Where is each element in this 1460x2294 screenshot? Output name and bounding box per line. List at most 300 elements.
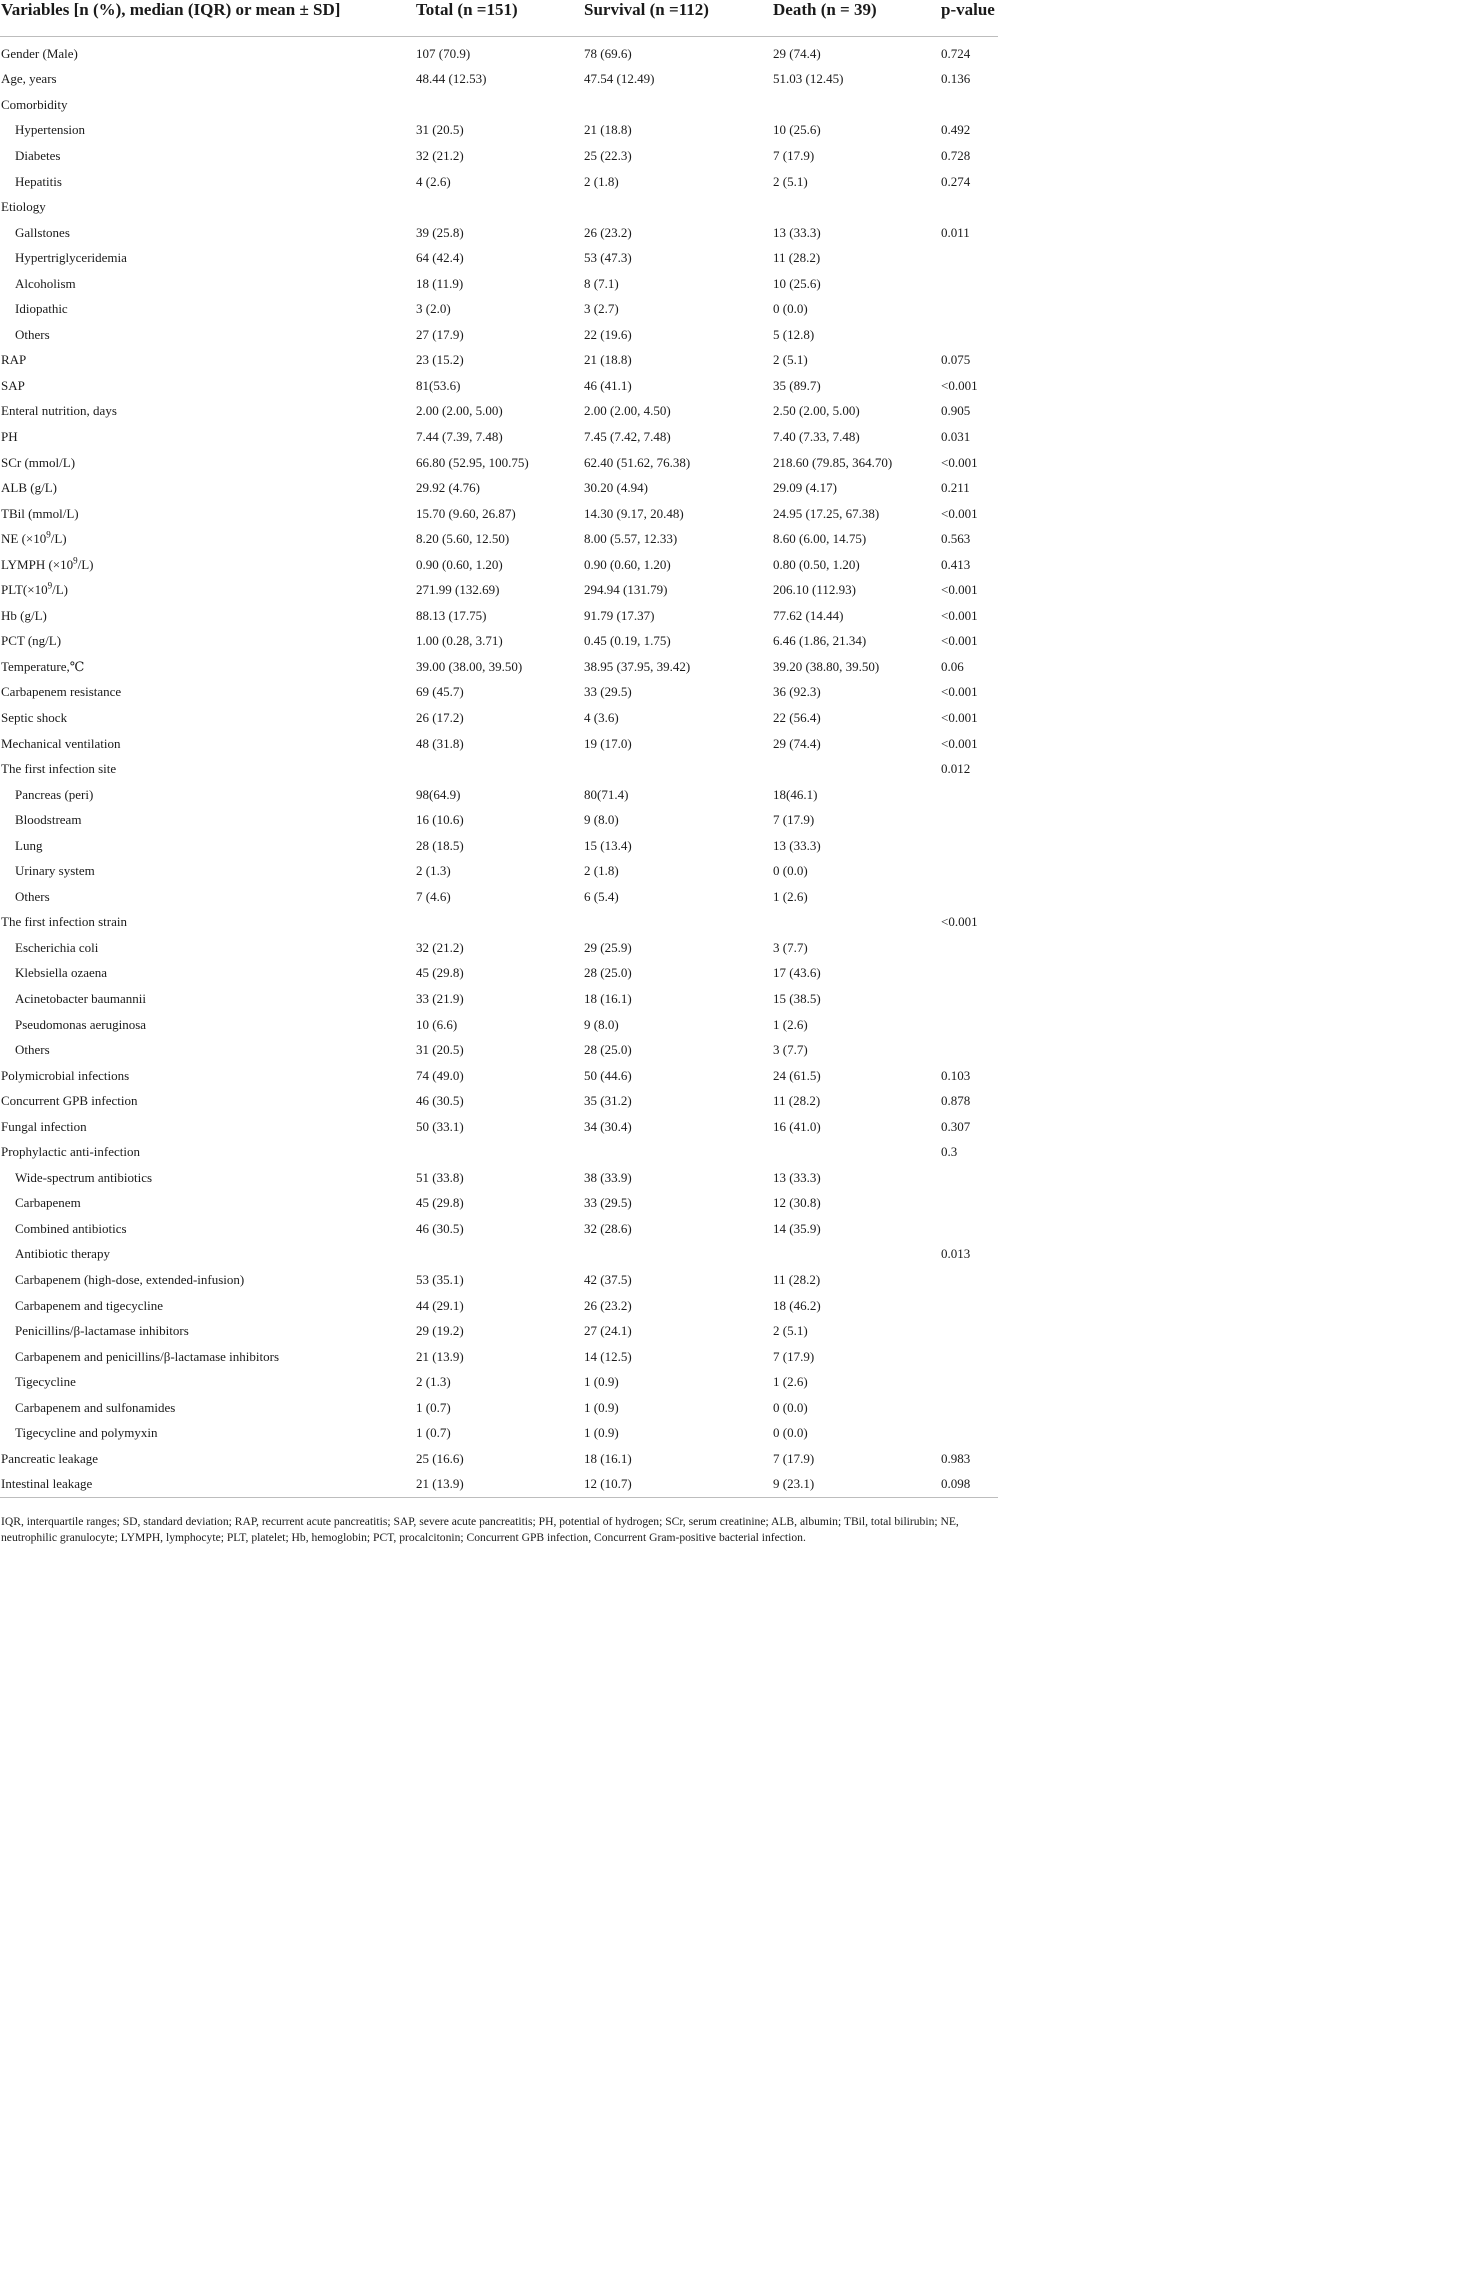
cell-p-value: <0.001 — [941, 684, 978, 700]
table-row — [0, 526, 998, 552]
cell-total: 1 (0.7) — [416, 1399, 451, 1415]
cell-total: 69 (45.7) — [416, 684, 464, 700]
cell-total — [416, 756, 584, 782]
cell-variable: ALB (g/L) — [1, 480, 57, 496]
cell-death: 16 (41.0) — [773, 1118, 821, 1134]
variable-superscript: 9 — [73, 555, 78, 566]
cell-death: 0 (0.0) — [773, 301, 808, 317]
cell-p-value — [941, 1216, 998, 1242]
cell-p-value — [941, 271, 998, 297]
cell-variable: Penicillins/β-lactamase inhibitors — [15, 1323, 189, 1339]
cell-variable: Concurrent GPB infection — [1, 1093, 138, 1109]
cell-variable: SAP — [1, 377, 25, 393]
cell-total: 8.20 (5.60, 12.50) — [416, 531, 510, 547]
cell-total: 98(64.9) — [416, 786, 461, 802]
cell-p-value: 0.492 — [941, 122, 971, 138]
cell-death: 12 (30.8) — [773, 1195, 821, 1211]
cell-p-value: <0.001 — [941, 735, 978, 751]
cell-survival: 0.45 (0.19, 1.75) — [584, 633, 671, 649]
cell-survival: 91.79 (17.37) — [584, 607, 655, 623]
cell-death: 218.60 (79.85, 364.70) — [773, 454, 893, 470]
cell-survival: 2 (1.8) — [584, 173, 619, 189]
cell-survival: 14 (12.5) — [584, 1348, 632, 1364]
cell-total: 3 (2.0) — [416, 301, 451, 317]
cell-p-value — [941, 782, 998, 808]
cell-variable: Klebsiella ozaena — [15, 965, 108, 981]
cell-variable: Carbapenem and tigecycline — [15, 1297, 163, 1313]
table-row — [0, 1063, 998, 1089]
cell-total: 31 (20.5) — [416, 122, 464, 138]
variable-unit-suffix: /L) — [52, 582, 68, 598]
cell-variable: Combined antibiotics — [15, 1220, 127, 1236]
cell-variable: Carbapenem — [15, 1195, 81, 1211]
cell-p-value — [941, 859, 998, 885]
cell-death: 11 (28.2) — [773, 1272, 821, 1288]
cell-death: 29.09 (4.17) — [773, 480, 837, 496]
cell-p-value — [941, 1165, 998, 1191]
cell-total — [416, 1242, 584, 1268]
cell-variable: Hypertriglyceridemia — [15, 250, 127, 266]
cell-p-value — [941, 884, 998, 910]
cell-variable: Others — [15, 888, 50, 904]
cell-p-value: 0.06 — [941, 658, 964, 674]
cell-p-value: 0.3 — [941, 1144, 958, 1160]
table-row — [0, 1472, 998, 1498]
cell-variable: Septic shock — [1, 709, 68, 725]
cell-total: 28 (18.5) — [416, 837, 464, 853]
cell-survival: 7.45 (7.42, 7.48) — [584, 428, 671, 444]
cell-survival — [584, 92, 773, 118]
cell-survival — [584, 910, 773, 936]
cell-survival: 14.30 (9.17, 20.48) — [584, 505, 684, 521]
cell-variable: Tigecycline and polymyxin — [15, 1425, 158, 1441]
cell-survival: 18 (16.1) — [584, 991, 632, 1006]
variable-superscript: 9 — [47, 580, 53, 591]
cell-p-value: 0.724 — [941, 45, 971, 61]
cell-total: 23 (15.2) — [416, 352, 464, 368]
cell-death — [773, 1140, 941, 1166]
cell-p-value — [941, 1267, 998, 1293]
cell-survival: 2 (1.8) — [584, 863, 619, 879]
table-document — [0, 0, 998, 1546]
cell-p-value — [941, 1293, 998, 1319]
cell-p-value — [941, 92, 998, 118]
cell-variable: PH — [1, 428, 18, 444]
cell-variable: Acinetobacter baumannii — [15, 991, 147, 1006]
cell-total: 45 (29.8) — [416, 965, 464, 981]
cell-death — [773, 1242, 941, 1268]
cell-survival: 29 (25.9) — [584, 939, 632, 955]
cell-total: 33 (21.9) — [416, 991, 464, 1006]
cell-p-value: 0.905 — [941, 403, 971, 419]
cell-survival: 4 (3.6) — [584, 709, 619, 725]
cell-survival: 6 (5.4) — [584, 888, 619, 904]
cell-total: 1 (0.7) — [416, 1425, 451, 1441]
table-row — [0, 348, 998, 374]
cell-survival: 8.00 (5.57, 12.33) — [584, 531, 678, 547]
table-row — [0, 731, 998, 757]
cell-variable: Others — [15, 326, 50, 342]
header-row — [0, 0, 998, 37]
cell-death — [773, 194, 941, 220]
cell-survival: 21 (18.8) — [584, 122, 632, 138]
cell-total: 64 (42.4) — [416, 250, 464, 266]
cell-death: 35 (89.7) — [773, 377, 821, 393]
cell-total: 1.00 (0.28, 3.71) — [416, 633, 503, 649]
cell-total: 7.44 (7.39, 7.48) — [416, 428, 503, 444]
cell-total: 25 (16.6) — [416, 1450, 464, 1466]
cell-variable: Idiopathic — [15, 301, 68, 317]
cell-death: 13 (33.3) — [773, 224, 821, 240]
cell-p-value — [941, 961, 998, 987]
cell-variable: TBil (mmol/L) — [1, 505, 79, 521]
cell-survival: 15 (13.4) — [584, 837, 632, 853]
table-row — [0, 986, 998, 1012]
cell-death: 2 (5.1) — [773, 352, 808, 368]
table-row — [0, 756, 998, 782]
table-row — [0, 1088, 998, 1114]
cell-p-value: 0.013 — [941, 1246, 971, 1262]
cell-death: 10 (25.6) — [773, 122, 821, 138]
cell-p-value: 0.011 — [941, 224, 970, 240]
cell-variable — [0, 577, 416, 603]
table-row — [0, 322, 998, 348]
cell-p-value: 0.307 — [941, 1118, 971, 1134]
cell-death: 3 (7.7) — [773, 939, 808, 955]
table-row — [0, 37, 998, 67]
cell-variable: Carbapenem resistance — [1, 684, 122, 700]
cell-survival: 28 (25.0) — [584, 1042, 632, 1058]
cell-total: 4 (2.6) — [416, 173, 451, 189]
cell-total: 2.00 (2.00, 5.00) — [416, 403, 503, 419]
cell-death: 11 (28.2) — [773, 250, 821, 266]
table-row — [0, 501, 998, 527]
cell-total: 45 (29.8) — [416, 1195, 464, 1211]
cell-variable: Etiology — [1, 199, 46, 215]
cell-total: 0.90 (0.60, 1.20) — [416, 556, 503, 572]
cell-variable: Age, years — [1, 71, 57, 87]
table-row — [0, 1242, 998, 1268]
cell-death: 18 (46.2) — [773, 1297, 821, 1313]
cell-total: 46 (30.5) — [416, 1220, 464, 1236]
cell-survival: 0.90 (0.60, 1.20) — [584, 556, 671, 572]
cell-variable: Pancreas (peri) — [15, 786, 94, 802]
cell-p-value: <0.001 — [941, 377, 978, 393]
cell-total: 74 (49.0) — [416, 1067, 464, 1083]
cell-survival: 47.54 (12.49) — [584, 71, 655, 87]
cell-death: 2 (5.1) — [773, 1323, 808, 1339]
cell-survival: 19 (17.0) — [584, 735, 632, 751]
cell-survival: 22 (19.6) — [584, 326, 632, 342]
cell-variable: Wide-spectrum antibiotics — [15, 1169, 153, 1185]
cell-variable: Temperature,℃ — [1, 658, 85, 674]
cell-death: 206.10 (112.93) — [773, 582, 856, 598]
cell-survival: 53 (47.3) — [584, 250, 632, 266]
table-row — [0, 1140, 998, 1166]
cell-survival: 294.94 (131.79) — [584, 582, 668, 598]
table-row — [0, 1037, 998, 1063]
cell-p-value: <0.001 — [941, 582, 978, 598]
cell-p-value — [941, 1395, 998, 1421]
cell-total — [416, 910, 584, 936]
cell-death: 0 (0.0) — [773, 1425, 808, 1441]
cell-p-value — [941, 322, 998, 348]
cell-survival: 26 (23.2) — [584, 224, 632, 240]
table-row — [0, 245, 998, 271]
table-row — [0, 1344, 998, 1370]
cell-p-value: <0.001 — [941, 709, 978, 725]
cell-p-value — [941, 245, 998, 271]
cell-variable: Intestinal leakage — [0, 1472, 416, 1498]
cell-p-value — [941, 1191, 998, 1217]
cell-p-value — [941, 986, 998, 1012]
cell-total: 10 (6.6) — [416, 1016, 458, 1032]
cell-variable: Prophylactic anti-infection — [1, 1144, 140, 1160]
cell-p-value — [941, 833, 998, 859]
cell-death: 0.80 (0.50, 1.20) — [773, 556, 860, 572]
cell-survival: 33 (29.5) — [584, 684, 632, 700]
cell-p-value: 0.031 — [941, 428, 971, 444]
cell-variable: Enteral nutrition, days — [1, 403, 117, 419]
cell-total: 29.92 (4.76) — [416, 480, 480, 496]
cell-death: 39.20 (38.80, 39.50) — [773, 658, 880, 674]
table-row — [0, 680, 998, 706]
table-row — [0, 450, 998, 476]
cell-total: 48.44 (12.53) — [416, 71, 487, 87]
cell-p-value: <0.001 — [941, 505, 978, 521]
cell-total: 44 (29.1) — [416, 1297, 464, 1313]
cell-variable — [0, 526, 416, 552]
table-row — [0, 1165, 998, 1191]
cell-death: 7 (17.9) — [773, 1450, 815, 1466]
cell-total: 31 (20.5) — [416, 1042, 464, 1058]
cell-variable: Urinary system — [15, 863, 95, 879]
cell-variable: Hb (g/L) — [1, 607, 47, 623]
cell-variable: Lung — [15, 837, 43, 853]
table-row — [0, 1216, 998, 1242]
cell-total: 16 (10.6) — [416, 812, 464, 828]
cell-p-value — [941, 1012, 998, 1038]
table-row — [0, 859, 998, 885]
table-row — [0, 1446, 998, 1472]
cell-survival — [584, 1242, 773, 1268]
cell-total: 21 (13.9) — [416, 1472, 584, 1498]
cell-p-value: 0.878 — [941, 1093, 971, 1109]
table-row — [0, 1114, 998, 1140]
table-row — [0, 1369, 998, 1395]
cell-survival: 33 (29.5) — [584, 1195, 632, 1211]
cell-variable: Comorbidity — [1, 96, 68, 112]
cell-death: 24 (61.5) — [773, 1067, 821, 1083]
cell-variable: Carbapenem and sulfonamides — [15, 1399, 176, 1415]
cell-total: 2 (1.3) — [416, 1374, 451, 1390]
cell-death: 8.60 (6.00, 14.75) — [773, 531, 867, 547]
cell-p-value: <0.001 — [941, 454, 978, 470]
cell-death: 51.03 (12.45) — [773, 71, 844, 87]
cell-total: 27 (17.9) — [416, 326, 464, 342]
cell-p-value: <0.001 — [941, 607, 978, 623]
cell-variable: The first infection strain — [1, 914, 127, 930]
cell-p-value — [941, 1421, 998, 1447]
cell-death: 15 (38.5) — [773, 991, 821, 1006]
table-footnote: IQR, interquartile ranges; SD, standard deviation; RAP, recurrent acute pancreatitis; SAP, severe acute pancreatitis; PH, potential of hydrogen; SCr, serum creatinine; ALB, albumin; TBil, total bilirubin; NE, neutrophilic granulocyte; LYMPH, lymphocyte; PLT, platelet; Hb, hemoglobin; PCT, procalcitonin; Concurrent GPB infection, Concurrent Gram-positive bacterial infection. — [1, 1515, 959, 1545]
cell-survival: 25 (22.3) — [584, 147, 632, 163]
cell-death: 77.62 (14.44) — [773, 607, 844, 623]
cell-survival: 9 (8.0) — [584, 1016, 619, 1032]
table-row — [0, 935, 998, 961]
variable-label: PLT(×10 — [1, 582, 48, 598]
cell-survival: 26 (23.2) — [584, 1297, 632, 1313]
cell-variable: Diabetes — [15, 147, 61, 163]
cell-total: 29 (19.2) — [416, 1323, 464, 1339]
cell-p-value: 0.211 — [941, 480, 970, 496]
cell-variable: Carbapenem and penicillins/β-lactamase inhibitors — [15, 1348, 280, 1364]
cell-death: 0 (0.0) — [773, 1399, 808, 1415]
cell-death: 6.46 (1.86, 21.34) — [773, 633, 867, 649]
cell-p-value: <0.001 — [941, 633, 978, 649]
table-row — [0, 1318, 998, 1344]
cell-variable: Alcoholism — [15, 275, 76, 291]
cell-survival: 9 (8.0) — [584, 812, 619, 828]
cell-death: 7 (17.9) — [773, 812, 815, 828]
table-row — [0, 833, 998, 859]
table-row — [0, 169, 998, 195]
cell-death: 17 (43.6) — [773, 965, 821, 981]
cell-death: 1 (2.6) — [773, 888, 808, 904]
table-row — [0, 961, 998, 987]
baseline-characteristics-table — [0, 0, 998, 1498]
table-row — [0, 552, 998, 578]
header-variables: Variables [n (%), median (IQR) or mean ± SD] — [0, 0, 416, 37]
table-row — [0, 1012, 998, 1038]
cell-death: 7 (17.9) — [773, 147, 815, 163]
cell-death: 7.40 (7.33, 7.48) — [773, 428, 860, 444]
cell-p-value: 0.075 — [941, 352, 971, 368]
cell-survival: 18 (16.1) — [584, 1450, 632, 1466]
cell-total: 32 (21.2) — [416, 939, 464, 955]
cell-p-value — [941, 296, 998, 322]
cell-death — [773, 92, 941, 118]
table-row — [0, 373, 998, 399]
cell-p-value: 0.012 — [941, 761, 971, 777]
cell-total: 66.80 (52.95, 100.75) — [416, 454, 529, 470]
cell-total: 39.00 (38.00, 39.50) — [416, 658, 523, 674]
cell-survival: 27 (24.1) — [584, 1323, 632, 1339]
cell-variable: Pseudomonas aeruginosa — [15, 1016, 147, 1032]
cell-total: 32 (21.2) — [416, 147, 464, 163]
cell-survival: 38 (33.9) — [584, 1169, 632, 1185]
cell-variable: The first infection site — [1, 761, 117, 777]
cell-total — [416, 92, 584, 118]
cell-total: 81(53.6) — [416, 377, 461, 393]
table-row — [0, 1191, 998, 1217]
cell-survival: 8 (7.1) — [584, 275, 619, 291]
cell-total: 26 (17.2) — [416, 709, 464, 725]
cell-total: 18 (11.9) — [416, 275, 464, 291]
table-row — [0, 577, 998, 603]
table-row — [0, 220, 998, 246]
table-row — [0, 118, 998, 144]
header-p-value: p-value — [941, 0, 998, 37]
cell-variable: Gender (Male) — [1, 45, 78, 61]
cell-survival: 34 (30.4) — [584, 1118, 632, 1134]
table-row — [0, 424, 998, 450]
cell-death: 18(46.1) — [773, 786, 818, 802]
table-row — [0, 629, 998, 655]
cell-survival: 38.95 (37.95, 39.42) — [584, 658, 691, 674]
table-row — [0, 1421, 998, 1447]
cell-total: 50 (33.1) — [416, 1118, 464, 1134]
table-row — [0, 910, 998, 936]
cell-death: 1 (2.6) — [773, 1016, 808, 1032]
cell-variable: Carbapenem (high-dose, extended-infusion) — [15, 1272, 245, 1288]
cell-survival: 2.00 (2.00, 4.50) — [584, 403, 671, 419]
table-row — [0, 67, 998, 93]
cell-variable: Fungal infection — [1, 1118, 87, 1134]
cell-p-value: <0.001 — [941, 914, 978, 930]
cell-variable: PCT (ng/L) — [1, 633, 62, 649]
cell-total: 53 (35.1) — [416, 1272, 464, 1288]
cell-death: 29 (74.4) — [773, 45, 821, 61]
cell-death: 29 (74.4) — [773, 735, 821, 751]
cell-death: 0 (0.0) — [773, 863, 808, 879]
cell-death: 11 (28.2) — [773, 1093, 821, 1109]
cell-p-value: 0.103 — [941, 1067, 971, 1083]
table-row — [0, 603, 998, 629]
cell-total: 2 (1.3) — [416, 863, 451, 879]
table-row — [0, 1293, 998, 1319]
cell-total: 107 (70.9) — [416, 45, 471, 61]
cell-survival: 12 (10.7) — [584, 1472, 773, 1498]
cell-variable: Hypertension — [15, 122, 86, 138]
cell-total: 15.70 (9.60, 26.87) — [416, 505, 516, 521]
table-row — [0, 92, 998, 118]
cell-survival: 80(71.4) — [584, 786, 629, 802]
cell-survival: 78 (69.6) — [584, 45, 632, 61]
cell-survival: 32 (28.6) — [584, 1220, 632, 1236]
variable-unit-suffix: /L) — [50, 531, 67, 547]
cell-survival: 1 (0.9) — [584, 1425, 619, 1441]
cell-death: 13 (33.3) — [773, 1169, 821, 1185]
cell-survival: 42 (37.5) — [584, 1272, 632, 1288]
cell-variable: Pancreatic leakage — [1, 1450, 99, 1466]
cell-total — [416, 1140, 584, 1166]
cell-p-value: 0.728 — [941, 147, 971, 163]
cell-death: 1 (2.6) — [773, 1374, 808, 1390]
cell-variable: Polymicrobial infections — [1, 1067, 130, 1083]
table-row — [0, 884, 998, 910]
cell-p-value — [941, 1344, 998, 1370]
cell-variable: Bloodstream — [15, 812, 82, 828]
cell-death: 22 (56.4) — [773, 709, 821, 725]
cell-p-value: 0.413 — [941, 556, 971, 572]
cell-survival: 3 (2.7) — [584, 301, 619, 317]
cell-death: 24.95 (17.25, 67.38) — [773, 505, 880, 521]
table-row — [0, 807, 998, 833]
variable-label: LYMPH (×10 — [1, 556, 74, 572]
table-row — [0, 654, 998, 680]
cell-death: 14 (35.9) — [773, 1220, 821, 1236]
variable-superscript: 9 — [46, 529, 51, 540]
cell-p-value: 0.136 — [941, 71, 971, 87]
table-body — [0, 37, 998, 1498]
table-row — [0, 475, 998, 501]
cell-variable: Antibiotic therapy — [15, 1246, 110, 1262]
cell-death: 9 (23.1) — [773, 1472, 941, 1498]
table-row — [0, 782, 998, 808]
cell-survival: 50 (44.6) — [584, 1067, 632, 1083]
cell-survival: 1 (0.9) — [584, 1374, 619, 1390]
